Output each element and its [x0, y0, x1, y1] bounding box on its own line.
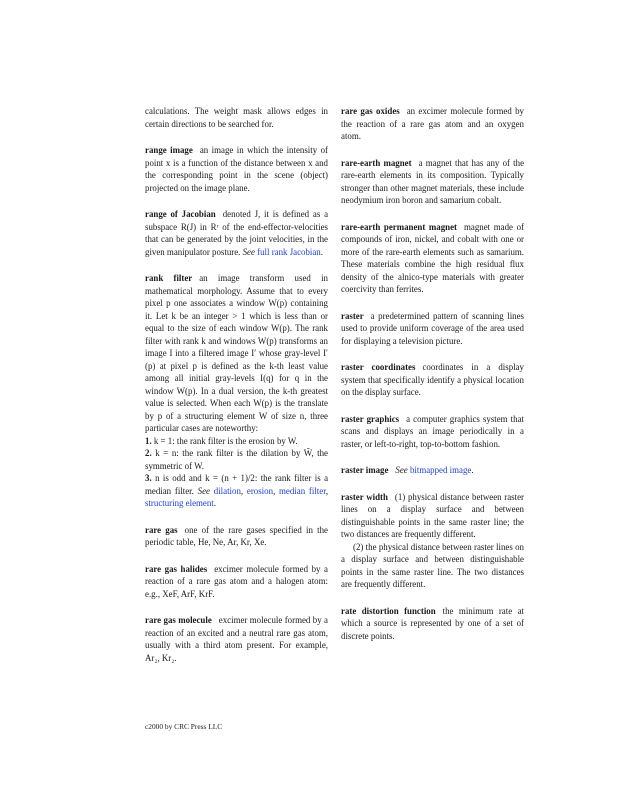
link-bitmapped-image[interactable]: bitmapped image: [409, 465, 472, 475]
entry-rate-distortion-function: [341, 605, 524, 643]
separator: ,: [325, 485, 329, 496]
entry-definition: magnet made of compounds of iron, nickel, and cobalt with one or more of the rare-earth elements such as samarium. These materials combine the high residual flux density of the alnico-type materials with greater coercivity than ferrites.: [341, 221, 524, 294]
case-number: 3.: [145, 473, 152, 483]
entry-term: raster image: [341, 465, 389, 475]
entry-raster-width: [341, 491, 524, 591]
entry-term: raster graphics: [341, 413, 400, 424]
link-structuring-element[interactable]: structuring element: [145, 498, 214, 508]
link-full-rank-jacobian[interactable]: full rank Jacobian: [257, 246, 321, 257]
entry-term: raster coordinates: [341, 362, 416, 372]
case-number: 1.: [145, 435, 152, 446]
entry-term: rare gas oxides: [341, 106, 400, 116]
entry-definition: excimer molecule formed by a reaction of a rare gas atom and a halogen atom: e.g., XeF, ArF, KrF.: [145, 563, 328, 599]
entry-range-of-jacobian: [145, 208, 328, 258]
punctuation: .: [471, 465, 474, 475]
left-column: [145, 105, 328, 678]
entry-definition: a magnet that has any of the rare-earth elements in its composition. Typically stronger than other magnet materials, these include neodymium iron boron and samarium cobalt.: [341, 157, 525, 205]
copyright-footer: c2000 by CRC Press LLC: [145, 722, 223, 731]
see-label: See: [395, 465, 408, 475]
entry-range-image: [145, 144, 328, 194]
entry-rank-filter: [145, 272, 328, 510]
right-column: [341, 105, 524, 656]
case-2: [145, 447, 328, 472]
continuation-text: calculations. The weight mask allows edges in certain directions to be searched for.: [145, 106, 328, 129]
entry-rare-gas-halides: [145, 563, 328, 601]
separator: ,: [240, 485, 247, 496]
case-text: n is odd and k = (n + 1)/2: the rank filter is a median filter.: [145, 473, 329, 496]
entry-term: range image: [145, 145, 193, 155]
entry-rare-earth-magnet: [341, 157, 524, 207]
entry-rare-earth-permanent-magnet: [341, 221, 524, 296]
entry-term: rare gas halides: [145, 563, 208, 574]
entry-term: rare gas: [145, 524, 178, 535]
punctuation: .: [213, 498, 216, 508]
entry-term: rare-earth magnet: [341, 157, 412, 168]
entry-definition: denoted J, it is defined as a subspace R(J) in Rʳ of the end-effector-velocities that can be generated by the joint velocities, in the given manipulator posture.: [145, 209, 329, 257]
entry-continuation: [145, 105, 328, 130]
entry-raster-image: [341, 464, 524, 477]
entry-term: rate distortion function: [341, 605, 436, 616]
entry-definition: an image in which the intensity of point x is a function of the distance between x and the corresponding point in the scene (object) projected on the image plane.: [145, 145, 328, 193]
entry-definition: an image transform used in mathematical morphology. Assume that to every pixel p one associates a window W(p) containing it. Let k be an integer > 1 which is less than or equal to the size of each window W(p). The rank filter with rank k and windows W(p) transforms an image I into a filtered image I′ whose gray-level I′(p) at pixel p is defined as the k-th least value among all initial gray-levels I(q) for q in the window W(p). In a dual version, the k-th greatest value is selected. When each W(p) is the translate by p of a structuring element W of size n, three particular cases are noteworthy:: [145, 273, 328, 433]
entry-raster: [341, 310, 524, 348]
entry-definition: a predetermined pattern of scanning lines used to provide uniform coverage of the area used for displaying a television picture.: [341, 310, 524, 346]
entry-definition: an excimer molecule formed by the reaction of a rare gas atom and an oxygen atom.: [341, 106, 524, 141]
entry-definition: a computer graphics system that scans and displays an image periodically in a raster, or left-to-right, top-to-bottom fashion.: [341, 413, 524, 449]
entry-raster-coordinates: [341, 361, 524, 399]
link-erosion[interactable]: erosion: [246, 485, 274, 496]
entry-term: rare gas molecule: [145, 615, 212, 625]
entry-rare-gas: [145, 524, 328, 549]
entry-definition-2: (2) the physical distance between raster lines on a display surface and between distinguishable points in the same raster line. The two distances are frequently different.: [341, 541, 524, 589]
case-number: 2.: [145, 448, 152, 458]
see-label: See: [242, 246, 255, 257]
entry-definition: one of the rare gases specified in the periodic table, He, Ne, Ar, Kr, Xe.: [145, 524, 328, 547]
case-1: [145, 435, 328, 448]
entry-definition: coordinates in a display system that specifically identify a physical location on the display surface.: [341, 362, 524, 397]
entry-term: range of Jacobian: [145, 209, 216, 219]
entry-rare-gas-oxides: [341, 105, 524, 143]
entry-term: rank filter: [145, 273, 193, 283]
link-median-filter[interactable]: median filter: [279, 485, 326, 496]
entry-raster-graphics: [341, 413, 524, 451]
link-dilation[interactable]: dilation: [213, 485, 241, 496]
punctuation: .: [320, 246, 323, 257]
see-label: See: [197, 485, 210, 496]
case-3: [145, 472, 328, 510]
entry-definition: (1) physical distance between raster lines on a display surface and between distinguishable points in the same raster line; the two distances are frequently different.: [341, 491, 524, 539]
entry-term: rare-earth permanent magnet: [341, 221, 458, 232]
entry-term: raster: [341, 310, 364, 321]
entry-term: raster width: [341, 491, 388, 502]
case-text: k = 1: the rank filter is the erosion by W.: [153, 435, 298, 446]
entry-definition: the minimum rate at which a source is represented by one of a set of discrete points.: [341, 605, 524, 641]
separator: ,: [273, 485, 280, 496]
case-text: k = n: the rank filter is the dilation by W̃, the symmetric of W.: [145, 448, 328, 471]
entry-rare-gas-molecule: [145, 614, 328, 664]
entry-definition: excimer molecule formed by a reaction of an excited and a neutral rare gas atom, usually with a third atom present. For example, Ar₂, Kr₂.: [145, 615, 328, 663]
